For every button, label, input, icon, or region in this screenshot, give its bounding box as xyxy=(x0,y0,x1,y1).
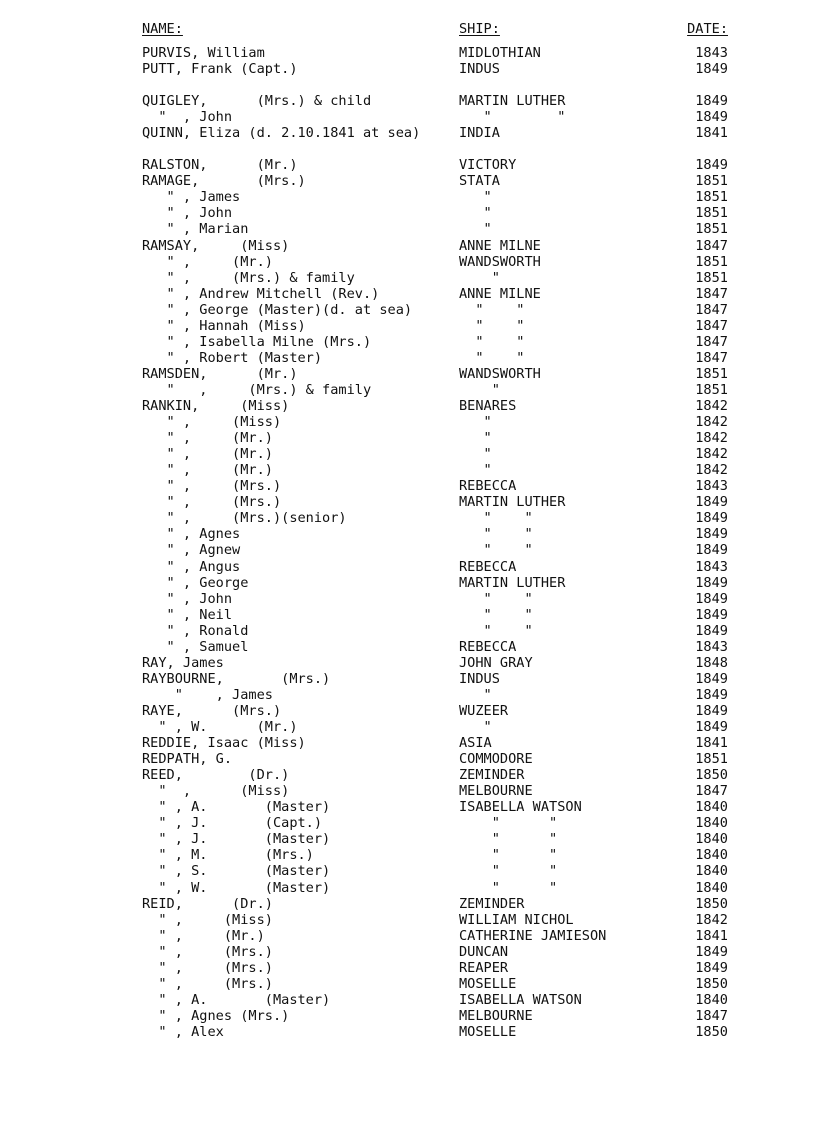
list-row xyxy=(0,350,816,366)
arrival-date: 1842 xyxy=(695,414,728,431)
passenger-name: QUIGLEY, (Mrs.) & child xyxy=(142,93,372,110)
ship-name: MELBOURNE xyxy=(459,1007,533,1024)
ship-name: " xyxy=(459,446,492,463)
list-row xyxy=(0,270,816,286)
arrival-date: 1851 xyxy=(695,381,728,398)
passenger-name: " , George xyxy=(142,574,249,591)
arrival-date: 1848 xyxy=(695,654,728,671)
list-row xyxy=(0,542,816,558)
ship-name: " xyxy=(459,221,492,238)
ship-name: ISABELLA WATSON xyxy=(459,799,582,816)
passenger-name: " , Agnes (Mrs.) xyxy=(142,1007,290,1024)
arrival-date: 1842 xyxy=(695,462,728,479)
passenger-name: " , Agnew xyxy=(142,542,241,559)
ship-name: " " xyxy=(459,301,525,318)
list-row xyxy=(0,639,816,655)
list-row xyxy=(0,398,816,414)
date-column-header: DATE: xyxy=(687,21,728,37)
arrival-date: 1849 xyxy=(695,109,728,126)
list-row xyxy=(0,286,816,302)
list-row xyxy=(0,719,816,735)
ship-name: MARTIN LUTHER xyxy=(459,574,566,591)
ship-name: WANDSWORTH xyxy=(459,365,541,382)
passenger-name: RAY, James xyxy=(142,654,224,671)
ship-name: " xyxy=(459,686,492,703)
list-row xyxy=(0,382,816,398)
passenger-name: " , Neil xyxy=(142,606,233,623)
passenger-name: RAYBOURNE, (Mrs.) xyxy=(142,670,331,687)
list-row xyxy=(0,960,816,976)
arrival-date: 1849 xyxy=(695,494,728,511)
list-row xyxy=(0,799,816,815)
arrival-date: 1851 xyxy=(695,751,728,768)
list-row xyxy=(0,928,816,944)
list-row xyxy=(0,302,816,318)
arrival-date: 1847 xyxy=(695,333,728,350)
ship-name: " " xyxy=(459,109,566,126)
passenger-name: " , James xyxy=(142,686,273,703)
arrival-date: 1840 xyxy=(695,879,728,896)
ship-name: " xyxy=(459,462,492,479)
ship-name: " xyxy=(459,189,492,206)
list-row xyxy=(0,238,816,254)
list-row xyxy=(0,205,816,221)
passenger-name: RANKIN, (Miss) xyxy=(142,398,290,414)
ship-name: DUNCAN xyxy=(459,943,509,960)
list-row xyxy=(0,366,816,382)
passenger-name: " , (Mrs.) xyxy=(142,494,282,511)
ship-name: ISABELLA WATSON xyxy=(459,991,582,1008)
arrival-date: 1840 xyxy=(695,863,728,880)
passenger-name: " , George (Master)(d. at sea) xyxy=(142,301,413,318)
passenger-name: RAMSDEN, (Mr.) xyxy=(142,365,298,382)
ship-name: MIDLOTHIAN xyxy=(459,45,541,61)
ship-name: COMMODORE xyxy=(459,751,533,768)
ship-name: " " xyxy=(459,542,533,559)
passenger-name: REDPATH, G. xyxy=(142,751,233,768)
passenger-name: PUTT, Frank (Capt.) xyxy=(142,61,298,78)
arrival-date: 1840 xyxy=(695,847,728,864)
passenger-name: " , (Mrs.) xyxy=(142,959,273,976)
ship-name: STATA xyxy=(459,173,500,190)
passenger-name: " , John xyxy=(142,590,233,607)
list-row xyxy=(0,109,816,125)
passenger-name: " , Agnes xyxy=(142,526,241,543)
passenger-name: " , James xyxy=(142,189,241,206)
arrival-date: 1850 xyxy=(695,895,728,912)
arrival-date: 1849 xyxy=(695,542,728,559)
ship-name: WUZEER xyxy=(459,702,509,719)
list-row xyxy=(0,575,816,591)
list-row xyxy=(0,414,816,430)
list-row xyxy=(0,61,816,77)
passenger-name: " , W. (Mr.) xyxy=(142,719,298,735)
passenger-name: " , (Mr.) xyxy=(142,446,273,463)
passenger-name: " , (Miss) xyxy=(142,783,290,800)
arrival-date: 1847 xyxy=(695,285,728,302)
passenger-name: RAYE, (Mrs.) xyxy=(142,702,282,719)
arrival-date: 1850 xyxy=(695,767,728,784)
ship-name: WILLIAM NICHOL xyxy=(459,911,574,928)
arrival-date: 1840 xyxy=(695,831,728,848)
ship-name: INDIA xyxy=(459,125,500,142)
arrival-date: 1849 xyxy=(695,702,728,719)
arrival-date: 1851 xyxy=(695,221,728,238)
passenger-name: REID, (Dr.) xyxy=(142,895,273,912)
ship-name: ZEMINDER xyxy=(459,767,525,784)
arrival-date: 1849 xyxy=(695,686,728,703)
ship-name: " xyxy=(459,719,492,735)
ship-column-header: SHIP: xyxy=(459,21,500,37)
passenger-name: " , Andrew Mitchell (Rev.) xyxy=(142,285,380,302)
arrival-date: 1851 xyxy=(695,173,728,190)
arrival-date: 1851 xyxy=(695,269,728,286)
passenger-name: " , John xyxy=(142,109,233,126)
list-row xyxy=(0,655,816,671)
arrival-date: 1849 xyxy=(695,670,728,687)
passenger-name: " , (Mrs.) xyxy=(142,943,273,960)
list-row xyxy=(0,847,816,863)
passenger-name: " , (Mrs.) & family xyxy=(142,381,372,398)
arrival-date: 1840 xyxy=(695,815,728,832)
ship-name: ANNE MILNE xyxy=(459,285,541,302)
list-row xyxy=(0,559,816,575)
arrival-date: 1849 xyxy=(695,719,728,735)
ship-name: ZEMINDER xyxy=(459,895,525,912)
passenger-name: " , (Miss) xyxy=(142,414,282,431)
list-row xyxy=(0,992,816,1008)
passenger-name: " , W. (Master) xyxy=(142,879,331,896)
arrival-date: 1849 xyxy=(695,93,728,110)
arrival-date: 1847 xyxy=(695,301,728,318)
passenger-name: " , J. (Capt.) xyxy=(142,815,323,832)
passenger-name: REDDIE, Isaac (Miss) xyxy=(142,735,306,752)
passenger-name: " , (Mr.) xyxy=(142,430,273,447)
arrival-date: 1849 xyxy=(695,157,728,174)
ship-name: WANDSWORTH xyxy=(459,253,541,270)
arrival-date: 1847 xyxy=(695,783,728,800)
ship-name: INDUS xyxy=(459,61,500,78)
arrival-date: 1843 xyxy=(695,558,728,575)
list-row xyxy=(0,478,816,494)
ship-name: VICTORY xyxy=(459,157,517,174)
ship-name: " " xyxy=(459,317,525,334)
passenger-name: RAMSAY, (Miss) xyxy=(142,237,290,254)
list-row xyxy=(0,157,816,173)
ship-name: REBECCA xyxy=(459,478,517,495)
list-row xyxy=(0,125,816,141)
ship-name: MELBOURNE xyxy=(459,783,533,800)
arrival-date: 1849 xyxy=(695,526,728,543)
ship-name: " " xyxy=(459,526,533,543)
arrival-date: 1849 xyxy=(695,61,728,78)
arrival-date: 1847 xyxy=(695,237,728,254)
passenger-name: " , J. (Master) xyxy=(142,831,331,848)
ship-name: MARTIN LUTHER xyxy=(459,494,566,511)
ship-name: REBECCA xyxy=(459,558,517,575)
arrival-date: 1841 xyxy=(695,125,728,142)
arrival-date: 1849 xyxy=(695,510,728,527)
ship-name: " " xyxy=(459,815,558,832)
list-row xyxy=(0,767,816,783)
ship-name: " " xyxy=(459,510,533,527)
arrival-date: 1842 xyxy=(695,398,728,414)
passenger-name: " , (Mrs.) xyxy=(142,975,273,992)
list-row xyxy=(0,318,816,334)
arrival-date: 1841 xyxy=(695,927,728,944)
ship-name: MOSELLE xyxy=(459,1023,517,1040)
arrival-date: 1849 xyxy=(695,574,728,591)
arrival-date: 1851 xyxy=(695,205,728,222)
ship-name: INDUS xyxy=(459,670,500,687)
arrival-date: 1851 xyxy=(695,189,728,206)
arrival-date: 1847 xyxy=(695,1007,728,1024)
ship-name: " " xyxy=(459,349,525,366)
ship-name: " " xyxy=(459,863,558,880)
arrival-date: 1843 xyxy=(695,478,728,495)
passenger-name: REED, (Dr.) xyxy=(142,767,290,784)
ship-name: MOSELLE xyxy=(459,975,517,992)
list-row xyxy=(0,880,816,896)
passenger-name: " , Samuel xyxy=(142,638,249,655)
arrival-date: 1843 xyxy=(695,45,728,61)
ship-name: " " xyxy=(459,831,558,848)
passenger-name: RALSTON, (Mr.) xyxy=(142,157,298,174)
list-row xyxy=(0,703,816,719)
list-row xyxy=(0,1024,816,1040)
list-row xyxy=(0,510,816,526)
passenger-name: " , (Mrs.) & family xyxy=(142,269,355,286)
list-row xyxy=(0,751,816,767)
passenger-name: " , (Mr.) xyxy=(142,253,273,270)
arrival-date: 1850 xyxy=(695,975,728,992)
passenger-name: RAMAGE, (Mrs.) xyxy=(142,173,306,190)
ship-name: " xyxy=(459,381,500,398)
ship-name: ANNE MILNE xyxy=(459,237,541,254)
list-row xyxy=(0,1008,816,1024)
ship-name: " xyxy=(459,430,492,447)
passenger-name: " , (Mrs.)(senior) xyxy=(142,510,347,527)
ship-name: " " xyxy=(459,606,533,623)
list-row xyxy=(0,815,816,831)
ship-name: " " xyxy=(459,333,525,350)
passenger-name: " , Angus xyxy=(142,558,241,575)
list-row xyxy=(0,45,816,61)
passenger-name: " , John xyxy=(142,205,233,222)
list-row xyxy=(0,671,816,687)
list-row xyxy=(0,623,816,639)
ship-name: " " xyxy=(459,879,558,896)
ship-name: REBECCA xyxy=(459,638,517,655)
passenger-name: " , A. (Master) xyxy=(142,991,331,1008)
ship-name: " xyxy=(459,269,500,286)
ship-name: " xyxy=(459,205,492,222)
arrival-date: 1849 xyxy=(695,959,728,976)
arrival-date: 1842 xyxy=(695,446,728,463)
arrival-date: 1842 xyxy=(695,430,728,447)
list-row xyxy=(0,976,816,992)
passenger-name: " , Alex xyxy=(142,1023,224,1040)
passenger-name: " , Hannah (Miss) xyxy=(142,317,306,334)
list-row xyxy=(0,93,816,109)
arrival-date: 1847 xyxy=(695,349,728,366)
list-row xyxy=(0,863,816,879)
ship-name: " xyxy=(459,414,492,431)
list-row xyxy=(0,254,816,270)
list-row xyxy=(0,430,816,446)
ship-name: REAPER xyxy=(459,959,509,976)
arrival-date: 1843 xyxy=(695,638,728,655)
arrival-date: 1849 xyxy=(695,606,728,623)
list-row xyxy=(0,896,816,912)
list-row xyxy=(0,912,816,928)
list-row xyxy=(0,607,816,623)
list-row xyxy=(0,831,816,847)
arrival-date: 1849 xyxy=(695,943,728,960)
list-row xyxy=(0,462,816,478)
arrival-date: 1842 xyxy=(695,911,728,928)
ship-name: MARTIN LUTHER xyxy=(459,93,566,110)
passenger-name: " , (Mrs.) xyxy=(142,478,282,495)
ship-name: JOHN GRAY xyxy=(459,654,533,671)
arrival-date: 1840 xyxy=(695,799,728,816)
arrival-date: 1840 xyxy=(695,991,728,1008)
passenger-name: " , (Mr.) xyxy=(142,462,273,479)
ship-name: " " xyxy=(459,847,558,864)
ship-name: " " xyxy=(459,622,533,639)
ship-name: " " xyxy=(459,590,533,607)
arrival-date: 1849 xyxy=(695,590,728,607)
passenger-name: " , Isabella Milne (Mrs.) xyxy=(142,333,372,350)
list-row xyxy=(0,591,816,607)
list-row xyxy=(0,944,816,960)
arrival-date: 1851 xyxy=(695,253,728,270)
list-row xyxy=(0,687,816,703)
ship-name: BENARES xyxy=(459,398,517,414)
passenger-name: " , Robert (Master) xyxy=(142,349,323,366)
list-row xyxy=(0,221,816,237)
list-row xyxy=(0,494,816,510)
passenger-name: " , S. (Master) xyxy=(142,863,331,880)
list-row xyxy=(0,334,816,350)
list-row xyxy=(0,189,816,205)
arrival-date: 1841 xyxy=(695,735,728,752)
arrival-date: 1847 xyxy=(695,317,728,334)
arrival-date: 1849 xyxy=(695,622,728,639)
passenger-name: " , A. (Master) xyxy=(142,799,331,816)
passenger-name: " , (Mr.) xyxy=(142,927,265,944)
list-row xyxy=(0,783,816,799)
list-row xyxy=(0,446,816,462)
ship-name: CATHERINE JAMIESON xyxy=(459,927,607,944)
passenger-name: QUINN, Eliza (d. 2.10.1841 at sea) xyxy=(142,125,421,142)
passenger-name: " , Ronald xyxy=(142,622,249,639)
list-row xyxy=(0,735,816,751)
list-row xyxy=(0,173,816,189)
ship-name: ASIA xyxy=(459,735,492,752)
name-column-header: NAME: xyxy=(142,21,183,37)
passenger-name: " , M. (Mrs.) xyxy=(142,847,314,864)
list-row xyxy=(0,526,816,542)
arrival-date: 1850 xyxy=(695,1023,728,1040)
arrival-date: 1851 xyxy=(695,365,728,382)
passenger-name: " , Marian xyxy=(142,221,249,238)
passenger-name: " , (Miss) xyxy=(142,911,273,928)
passenger-name: PURVIS, William xyxy=(142,45,265,61)
